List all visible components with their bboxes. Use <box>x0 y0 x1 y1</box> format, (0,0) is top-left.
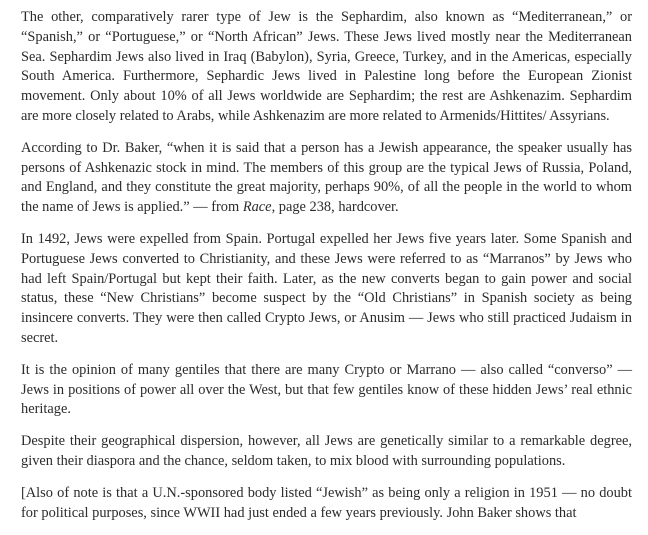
paragraph-un-note: [Also of note is that a U.N.-sponsored body listed “Jewish” as being only a religion in 1951 — no doubt for political purposes, since WWII had just ended a few years previously. John Baker shows that <box>21 484 632 521</box>
baker-quote-citation: , page 238, hardcover. <box>271 199 399 216</box>
paragraph-expulsion-1492: In 1492, Jews were expelled from Spain. Portugal expelled her Jews five years later. Some Spanish and Portuguese Jews converted to Christianity, and these Jews were referred to as “Marranos” by Jews who had left Spain/Portugal but kept their faith. Later, as the new converts began to gain power and social status, these “New Christians” become suspect by the “Old Christians” in Spanish society as being insincere converts. They were then called Crypto Jews, or Anusim — Jews who still practiced Judaism in secret. <box>21 230 632 346</box>
paragraph-sephardim: The other, comparatively rarer type of Jew is the Sephardim, also known as “Mediterranean,” or “Spanish,” or “Portuguese,” or “North African” Jews. These Jews lived mostly near the Mediterranean Sea. Sephardim Jews also lived in Iraq (Babylon), Syria, Greece, Turkey, and in the Americas, especially South America. Furthermore, Sephardic Jews lived in Palestine long before the European Zionist movement. Only about 10% of all Jews worldwide are Sephardim; the rest are Ashkenazim. Sephardim are more closely related to Arabs, while Ashkenazim are more related to Armenids/Hittites/ Assyrians. <box>21 9 632 124</box>
book-title-race: Race <box>242 199 272 216</box>
paragraph-crypto-jews: It is the opinion of many gentiles that there are many Crypto or Marrano — also called “converso” — Jews in positions of power all over the West, but that few gentiles know of these hidden Jews’ real ethnic heritage. <box>21 361 632 418</box>
document-page <box>21 0 632 535</box>
baker-quote-text: According to Dr. Baker, “when it is said that a person has a Jewish appearance, the speaker usually has persons of Ashkenazic stock in mind. The members of this group are the typical Jews of Russia, Poland, and England, and they constitute the great majority, perhaps 90%, of all the people in the world to whom the name of Jews is applied.” — from <box>21 139 632 216</box>
paragraph-genetic-similarity: Despite their geographical dispersion, however, all Jews are genetically similar to a remarkable degree, given their diaspora and the chance, seldom taken, to mix blood with surrounding populations. <box>21 433 632 469</box>
paragraph-baker-quote <box>21 139 632 218</box>
